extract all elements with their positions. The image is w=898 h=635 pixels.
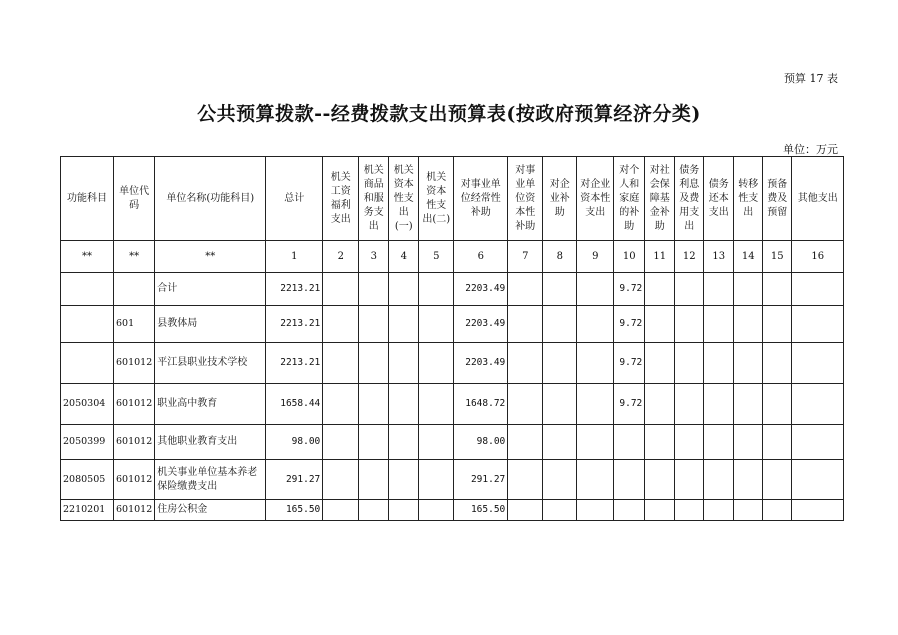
budget-table — [60, 156, 844, 521]
amount-cell — [734, 460, 763, 500]
amount-cell — [675, 460, 704, 500]
amount-cell — [675, 500, 704, 521]
unit-code-cell: 601012 — [114, 425, 155, 460]
amount-cell — [675, 306, 704, 343]
amount-cell — [792, 384, 844, 425]
amount-cell — [763, 273, 792, 306]
amount-cell — [645, 384, 675, 425]
unit-code-cell: 601 — [114, 306, 155, 343]
header-cell: 总计 — [266, 157, 323, 241]
amount-cell: 165.50 — [454, 500, 508, 521]
header-cell: 预备费及预留 — [763, 157, 792, 241]
amount-cell — [577, 500, 614, 521]
amount-cell: 165.50 — [266, 500, 323, 521]
amount-cell: 2203.49 — [454, 273, 508, 306]
amount-cell — [389, 384, 419, 425]
table-row — [61, 273, 844, 306]
header-cell: 债务还本支出 — [704, 157, 734, 241]
amount-cell — [704, 460, 734, 500]
amount-cell: 9.72 — [614, 343, 645, 384]
table-row — [61, 460, 844, 500]
amount-cell — [359, 500, 389, 521]
amount-cell — [675, 343, 704, 384]
amount-cell: 1658.44 — [266, 384, 323, 425]
amount-cell — [577, 425, 614, 460]
function-code-cell: 2080505 — [61, 460, 114, 500]
header-cell: 功能科目 — [61, 157, 114, 241]
amount-cell — [389, 273, 419, 306]
function-code-cell — [61, 306, 114, 343]
amount-cell — [763, 384, 792, 425]
header-cell: 单位名称(功能科目) — [155, 157, 266, 241]
unit-code-cell: 601012 — [114, 460, 155, 500]
amount-cell — [763, 500, 792, 521]
amount-cell — [543, 343, 577, 384]
index-cell: 1 — [266, 241, 323, 273]
index-row — [61, 241, 844, 273]
amount-cell: 1648.72 — [454, 384, 508, 425]
amount-cell — [323, 306, 359, 343]
header-cell: 机关资本性支出(二) — [419, 157, 454, 241]
index-cell: 7 — [508, 241, 543, 273]
table-body — [61, 241, 844, 521]
amount-cell: 291.27 — [454, 460, 508, 500]
amount-cell — [419, 425, 454, 460]
function-code-cell: 2050304 — [61, 384, 114, 425]
unit-name-cell: 职业高中教育 — [155, 384, 266, 425]
amount-cell — [645, 460, 675, 500]
amount-cell — [577, 306, 614, 343]
amount-cell: 98.00 — [266, 425, 323, 460]
amount-cell — [792, 500, 844, 521]
amount-cell — [704, 306, 734, 343]
amount-cell — [389, 460, 419, 500]
amount-cell — [792, 306, 844, 343]
index-cell: ** — [114, 241, 155, 273]
amount-cell — [508, 425, 543, 460]
index-cell: 14 — [734, 241, 763, 273]
amount-cell — [734, 343, 763, 384]
unit-code-cell: 601012 — [114, 343, 155, 384]
amount-cell — [645, 425, 675, 460]
unit-label: 单位：万元 — [783, 143, 838, 156]
amount-cell: 98.00 — [454, 425, 508, 460]
amount-cell — [508, 343, 543, 384]
amount-cell — [323, 343, 359, 384]
amount-cell — [323, 460, 359, 500]
index-cell: ** — [61, 241, 114, 273]
amount-cell — [419, 460, 454, 500]
amount-cell — [543, 425, 577, 460]
amount-cell — [323, 273, 359, 306]
header-cell: 单位代码 — [114, 157, 155, 241]
amount-cell — [323, 384, 359, 425]
function-code-cell: 2210201 — [61, 500, 114, 521]
unit-name-cell: 平江县职业技术学校 — [155, 343, 266, 384]
amount-cell: 2213.21 — [266, 343, 323, 384]
amount-cell — [704, 343, 734, 384]
amount-cell — [704, 500, 734, 521]
amount-cell — [645, 306, 675, 343]
amount-cell — [419, 273, 454, 306]
amount-cell — [389, 425, 419, 460]
index-cell: ** — [155, 241, 266, 273]
amount-cell — [734, 500, 763, 521]
header-cell: 对个人和家庭的补助 — [614, 157, 645, 241]
amount-cell — [359, 306, 389, 343]
amount-cell — [543, 500, 577, 521]
amount-cell — [734, 306, 763, 343]
amount-cell — [359, 273, 389, 306]
table-row — [61, 425, 844, 460]
amount-cell — [508, 384, 543, 425]
amount-cell — [792, 425, 844, 460]
amount-cell — [675, 273, 704, 306]
header-cell: 对社会保障基金补助 — [645, 157, 675, 241]
function-code-cell — [61, 343, 114, 384]
unit-name-cell: 合计 — [155, 273, 266, 306]
amount-cell — [323, 425, 359, 460]
amount-cell — [359, 460, 389, 500]
index-cell: 12 — [675, 241, 704, 273]
header-cell: 转移性支出 — [734, 157, 763, 241]
amount-cell — [763, 425, 792, 460]
amount-cell — [419, 306, 454, 343]
amount-cell — [675, 384, 704, 425]
unit-name-cell: 住房公积金 — [155, 500, 266, 521]
amount-cell — [543, 460, 577, 500]
header-cell: 对事业单位经常性补助 — [454, 157, 508, 241]
amount-cell — [508, 273, 543, 306]
index-cell: 3 — [359, 241, 389, 273]
amount-cell — [543, 306, 577, 343]
form-number: 预算 17 表 — [784, 72, 838, 85]
amount-cell — [389, 343, 419, 384]
index-cell: 9 — [577, 241, 614, 273]
amount-cell — [734, 425, 763, 460]
amount-cell — [389, 500, 419, 521]
index-cell: 5 — [419, 241, 454, 273]
unit-code-cell: 601012 — [114, 384, 155, 425]
index-cell: 10 — [614, 241, 645, 273]
header-cell: 对企业补助 — [543, 157, 577, 241]
unit-name-cell: 机关事业单位基本养老保险缴费支出 — [155, 460, 266, 500]
amount-cell — [577, 384, 614, 425]
amount-cell — [792, 273, 844, 306]
index-cell: 11 — [645, 241, 675, 273]
amount-cell — [577, 460, 614, 500]
amount-cell — [734, 384, 763, 425]
amount-cell — [675, 425, 704, 460]
amount-cell — [645, 343, 675, 384]
amount-cell — [645, 500, 675, 521]
amount-cell — [419, 500, 454, 521]
amount-cell — [614, 460, 645, 500]
header-cell: 债务利息及费用支出 — [675, 157, 704, 241]
amount-cell — [359, 425, 389, 460]
index-cell: 6 — [454, 241, 508, 273]
function-code-cell: 2050399 — [61, 425, 114, 460]
amount-cell — [359, 343, 389, 384]
amount-cell — [508, 500, 543, 521]
amount-cell — [359, 384, 389, 425]
amount-cell — [734, 273, 763, 306]
amount-cell — [543, 384, 577, 425]
amount-cell — [645, 273, 675, 306]
header-cell: 机关商品和服务支出 — [359, 157, 389, 241]
unit-name-cell: 其他职业教育支出 — [155, 425, 266, 460]
amount-cell: 9.72 — [614, 306, 645, 343]
amount-cell — [614, 425, 645, 460]
header-cell: 其他支出 — [792, 157, 844, 241]
amount-cell — [577, 273, 614, 306]
amount-cell — [792, 460, 844, 500]
amount-cell — [508, 306, 543, 343]
amount-cell — [543, 273, 577, 306]
amount-cell — [792, 343, 844, 384]
unit-code-cell — [114, 273, 155, 306]
amount-cell — [704, 384, 734, 425]
amount-cell: 9.72 — [614, 384, 645, 425]
header-row — [61, 157, 844, 241]
unit-name-cell: 县教体局 — [155, 306, 266, 343]
header-cell: 机关工资福利支出 — [323, 157, 359, 241]
amount-cell — [763, 306, 792, 343]
index-cell: 8 — [543, 241, 577, 273]
amount-cell — [419, 384, 454, 425]
amount-cell — [508, 460, 543, 500]
table-row — [61, 343, 844, 384]
amount-cell — [704, 273, 734, 306]
index-cell: 16 — [792, 241, 844, 273]
index-cell: 15 — [763, 241, 792, 273]
function-code-cell — [61, 273, 114, 306]
page-title: 公共预算拨款--经费拨款支出预算表(按政府预算经济分类) — [197, 103, 701, 125]
table-row — [61, 384, 844, 425]
index-cell: 2 — [323, 241, 359, 273]
index-cell: 13 — [704, 241, 734, 273]
amount-cell: 2213.21 — [266, 306, 323, 343]
table-row — [61, 500, 844, 521]
header-cell: 对企业资本性支出 — [577, 157, 614, 241]
amount-cell: 291.27 — [266, 460, 323, 500]
amount-cell — [389, 306, 419, 343]
amount-cell: 2203.49 — [454, 306, 508, 343]
index-cell: 4 — [389, 241, 419, 273]
amount-cell — [763, 343, 792, 384]
amount-cell — [577, 343, 614, 384]
amount-cell — [704, 425, 734, 460]
amount-cell — [419, 343, 454, 384]
amount-cell — [763, 460, 792, 500]
amount-cell: 2213.21 — [266, 273, 323, 306]
unit-code-cell: 601012 — [114, 500, 155, 521]
table-row — [61, 306, 844, 343]
amount-cell — [323, 500, 359, 521]
header-cell: 机关资本性支出(一) — [389, 157, 419, 241]
amount-cell: 2203.49 — [454, 343, 508, 384]
amount-cell: 9.72 — [614, 273, 645, 306]
header-cell: 对事业单位资本性补助 — [508, 157, 543, 241]
amount-cell — [614, 500, 645, 521]
